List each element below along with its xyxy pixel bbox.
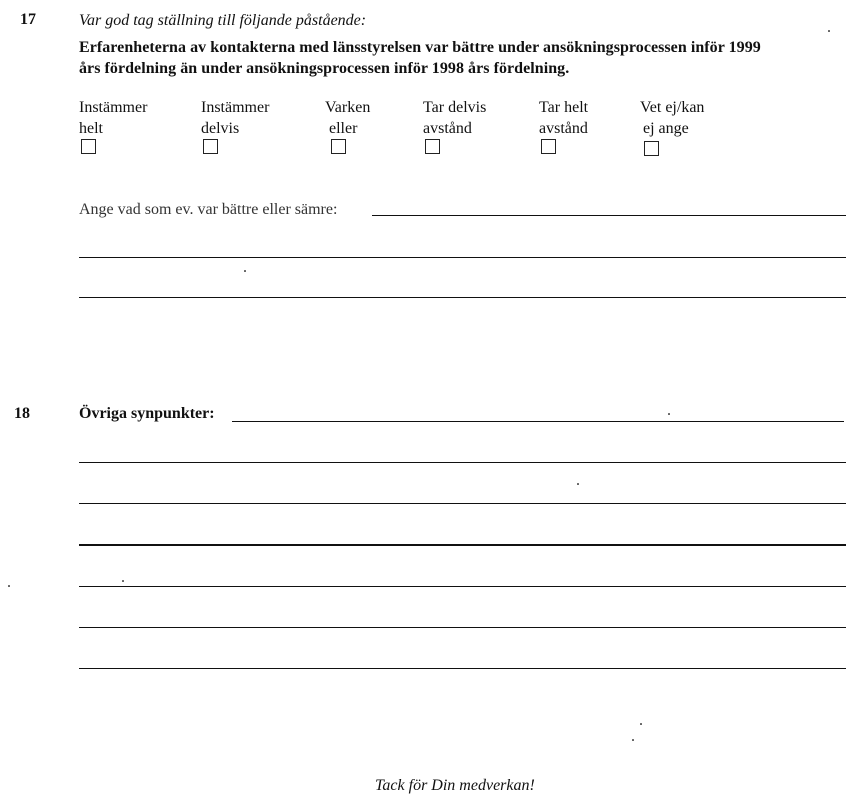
answer-line[interactable] <box>79 627 846 628</box>
thanks-text: Tack för Din medverkan! <box>375 777 535 794</box>
question-18-number: 18 <box>14 405 30 422</box>
question-17-statement-line2: års fördelning än under ansökningsprocessen inför 1998 års fördelning. <box>79 60 570 77</box>
answer-line[interactable] <box>79 586 846 587</box>
scan-speck <box>640 723 642 725</box>
option-label-line2: delvis <box>201 120 240 137</box>
option-label-line2: avstånd <box>539 120 588 137</box>
option-instammer-delvis <box>201 97 269 139</box>
checkbox-tar-delvis-avstand[interactable] <box>425 139 440 154</box>
answer-line[interactable] <box>232 421 844 422</box>
checkbox-tar-helt-avstand[interactable] <box>541 139 556 154</box>
option-label-line2: avstånd <box>423 120 472 137</box>
option-label-line2: eller <box>329 120 358 137</box>
option-label-line1: Instämmer <box>201 99 270 116</box>
option-vet-ej-kan-ej-ange <box>640 97 704 139</box>
option-instammer-helt <box>79 97 147 139</box>
scan-speck <box>668 413 670 415</box>
question-17-number: 17 <box>20 11 36 28</box>
scan-speck <box>122 580 124 582</box>
followup-label: Ange vad som ev. var bättre eller sämre: <box>79 201 338 218</box>
option-tar-delvis-avstand <box>423 97 486 139</box>
checkbox-varken-eller[interactable] <box>331 139 346 154</box>
option-label-line1: Vet ej/kan <box>640 99 705 116</box>
answer-line[interactable] <box>79 462 846 463</box>
scan-speck <box>244 270 246 272</box>
question-18-label: Övriga synpunkter: <box>79 405 215 422</box>
answer-line[interactable] <box>79 257 846 258</box>
answer-line[interactable] <box>79 297 846 298</box>
checkbox-vet-ej-kan-ej-ange[interactable] <box>644 141 659 156</box>
scan-speck <box>632 739 634 741</box>
scan-speck <box>8 585 10 587</box>
scan-speck <box>828 30 830 32</box>
answer-line[interactable] <box>372 215 846 216</box>
option-label-line1: Varken <box>325 99 371 116</box>
option-label-line2: ej ange <box>643 120 689 137</box>
checkbox-instammer-helt[interactable] <box>81 139 96 154</box>
question-17-statement-line1: Erfarenheterna av kontakterna med länsstyrelsen var bättre under ansökningsprocessen inför 1999 <box>79 39 761 56</box>
option-varken-eller <box>325 97 370 139</box>
question-17-intro: Var god tag ställning till följande påstående: <box>79 12 367 29</box>
option-label-line1: Instämmer <box>79 99 148 116</box>
checkbox-instammer-delvis[interactable] <box>203 139 218 154</box>
answer-line[interactable] <box>79 544 846 546</box>
answer-line[interactable] <box>79 668 846 669</box>
answer-line[interactable] <box>79 503 846 504</box>
option-label-line2: helt <box>79 120 103 137</box>
option-label-line1: Tar helt <box>539 99 589 116</box>
scan-speck <box>577 483 579 485</box>
option-tar-helt-avstand <box>539 97 588 139</box>
option-label-line1: Tar delvis <box>423 99 487 116</box>
